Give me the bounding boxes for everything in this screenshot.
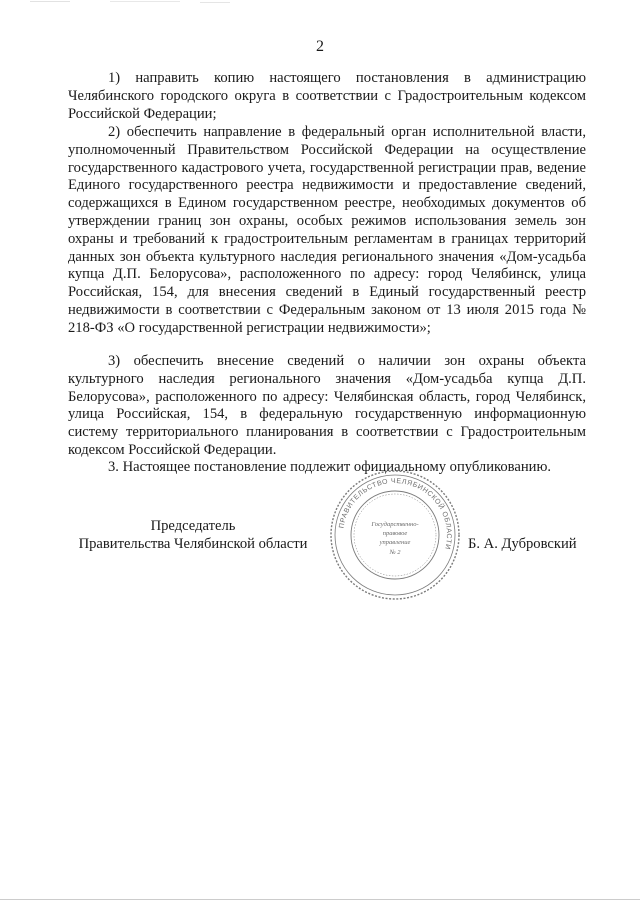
- signatory-title-line-1: Председатель: [150, 518, 236, 534]
- page-number: 2: [316, 38, 324, 55]
- paragraph-2: 2) обеспечить направление в федеральный орган исполнительной власти, уполномоченный Правительством Российской Федерации на осуществление государственного кадастрового учета, государственной регистрации прав, ведение Единого государственного реестра недвижимости и предоставление сведений, содержащихся в Едином государственном реестре, необходимых документов об утверждении границ зон охраны, особых режимов использования земель зон охраны и требований к градостроительным регламентам в границах территорий данных зон объекта культурного наследия регионального значения «Дом-усадьба купца Д.П. Белорусова», расположенного по адресу: город Челябинск, улица Российская, 154, для внесения сведений в Единый государственный реестр недвижимости в соответствии с Федеральным законом от 13 июля 2015 года № 218-ФЗ «О государственной регистрации недвижимости»;: [68, 124, 586, 336]
- svg-text:ПРАВИТЕЛЬСТВО ЧЕЛЯБИНСКОЙ ОБЛА: ПРАВИТЕЛЬСТВО ЧЕЛЯБИНСКОЙ ОБЛАСТИ: [338, 477, 453, 551]
- scan-artifact-top: [0, 0, 640, 6]
- svg-text:Государственно-: Государственно-: [371, 521, 419, 528]
- scan-artifact-bottom: [0, 899, 640, 900]
- signatory-title: [68, 518, 318, 554]
- signatory-name: Б. А. Дубровский: [468, 536, 577, 552]
- official-seal-stamp: [328, 468, 462, 602]
- paragraph-3: 3) обеспечить внесение сведений о наличии зон охраны объекта культурного наследия регионального значения «Дом-усадьба купца Д.П. Белорусова», расположенного по адресу: Челябинская область, город Челябинск, улица Российская, 154, в федеральную государственную информационную систему территориального планирования в соответствии с Градостроительным кодексом Российской Федерации.: [68, 353, 586, 458]
- paragraph-1: 1) направить копию настоящего постановления в администрацию Челябинского городского округа в соответствии с Градостроительным кодексом Российской Федерации;: [68, 70, 586, 122]
- paragraph-4: 3. Настоящее постановление подлежит официальному опубликованию.: [108, 459, 552, 475]
- svg-text:правовое: правовое: [382, 530, 408, 537]
- signatory-title-line-2: Правительства Челябинской области: [78, 535, 308, 552]
- svg-text:управление: управление: [379, 539, 411, 546]
- svg-text:№ 2: № 2: [389, 549, 401, 556]
